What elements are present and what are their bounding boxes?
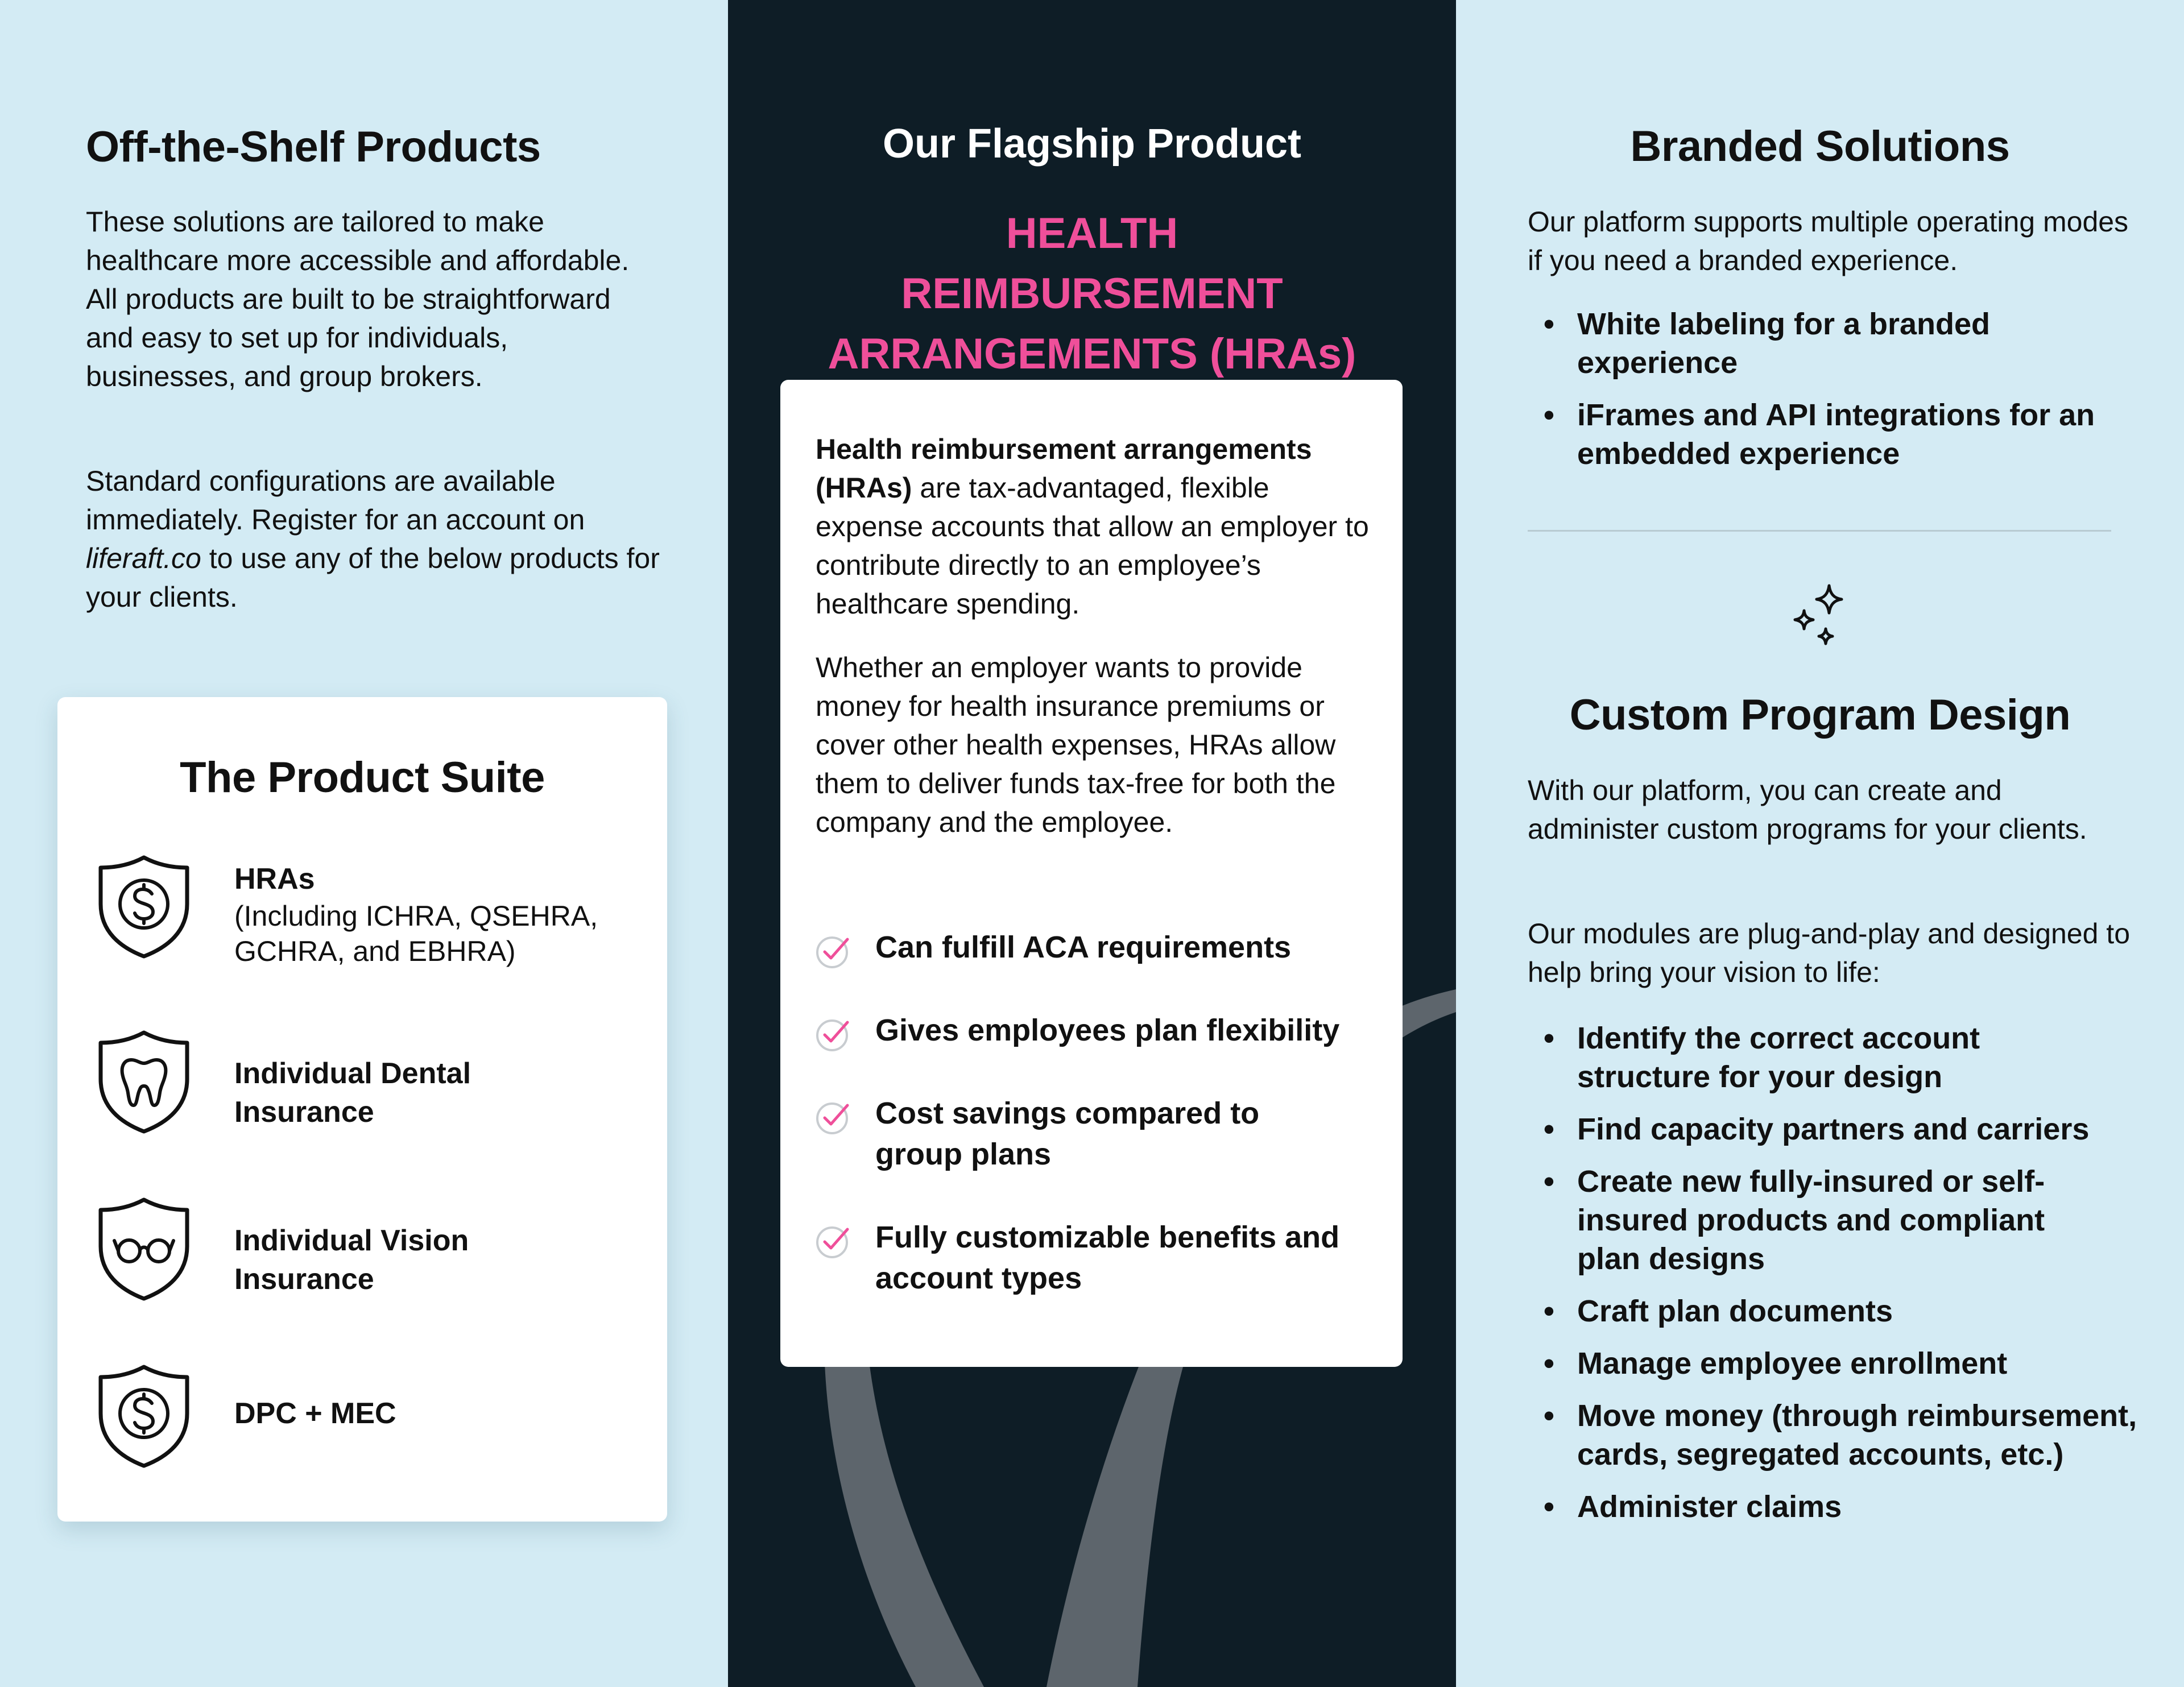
check-item-label: Can fulfill ACA requirements [875,930,1292,964]
shield-dollar-icon [95,1361,193,1470]
check-item-label: Fully customizable benefits and account types [875,1220,1340,1295]
check-item-label: Cost savings compared to group plans [875,1096,1260,1171]
custom-program-list [1528,1019,2153,1540]
branded-description: Our platform supports multiple operating modes if you need a branded experience. [1528,206,2129,276]
hra-heading-text: HEALTH REIMBURSEMENT ARRANGEMENTS (HRAs) [828,209,1356,378]
check-circle-icon [814,1015,852,1053]
off-the-shelf-paragraph: These solutions are tailored to make healthcare more accessible and affordable. All products are built to be straightforward and easy to set up for individuals, businesses, and group brokers. [86,206,630,392]
sparkle-icon [1785,581,1853,655]
off-the-shelf-title: Off-the-Shelf Products [86,123,541,171]
register-text: Standard configurations are available immediately. Register for an account on [86,465,585,536]
product-suite-title: The Product Suite [180,753,545,802]
hra-definition-rest: are tax-advantaged, flexible expense accounts that allow an employer to contribute directly to an employee’s healthcare spending. [816,472,1369,620]
suite-item-label: Individual Vision Insurance [234,1224,469,1296]
list-item: • iFrames and API integrations for an embedded experience [1528,396,2153,473]
left-column [0,0,728,1687]
check-circle-icon [814,1099,852,1136]
custom-program-title: Custom Program Design [1569,691,2071,739]
list-item: • Manage employee enrollment [1528,1344,2153,1383]
register-paragraph [86,462,660,616]
list-item: • Administer claims [1528,1487,2153,1526]
shield-tooth-icon [95,1027,193,1136]
right-column [1456,0,2184,1687]
suite-item-sub: (Including ICHRA, QSEHRA, GCHRA, and EBHRA) [234,900,598,967]
list-item: • Move money (through reimbursement, cards, segregated accounts, etc.) [1528,1396,2152,1474]
list-item: • Craft plan documents [1528,1292,2153,1330]
product-suite-card [57,697,667,1522]
suite-item-label: HRAs [234,863,315,896]
shield-dollar-icon [95,852,193,961]
list-item: • White labeling for a branded experience [1528,305,2066,382]
hra-heading [728,204,1456,384]
list-item: • Find capacity partners and carriers [1528,1110,2153,1149]
modules-paragraph: Our modules are plug-and-play and designed to help bring your vision to life: [1528,918,2131,988]
flagship-title: Our Flagship Product [882,121,1302,167]
hra-definition-bold: Health reimbursement arrangements (HRAs) [816,433,1312,504]
shield-glasses-icon [95,1194,193,1303]
branded-list [1528,305,2153,487]
middle-column [728,0,1456,1687]
list-item: • Identify the correct account structure for your design [1528,1019,2009,1096]
check-circle-icon [814,1222,852,1260]
hra-definition [816,430,1379,623]
hra-description: Whether an employer wants to provide money for health insurance premiums or cover other health expenses, HRAs allow them to deliver funds tax-free for both the company and the employee. [816,652,1336,838]
list-item: • Create new fully-insured or self-insured products and compliant plan designs [1528,1162,2112,1278]
liferaft-link[interactable]: liferaft.co [86,542,201,574]
suite-item-label: DPC + MEC [234,1397,396,1430]
custom-program-paragraph: With our platform, you can create and administer custom programs for your clients. [1528,774,2087,845]
suite-item-label: Individual Dental Insurance [234,1057,471,1129]
hra-card [780,380,1403,1367]
register-text-end: to use any of the below products for your clients. [86,542,660,613]
branded-solutions-title: Branded Solutions [1630,122,2010,171]
check-item-label: Gives employees plan flexibility [875,1013,1340,1047]
section-divider [1528,530,2111,532]
check-circle-icon [814,932,852,970]
